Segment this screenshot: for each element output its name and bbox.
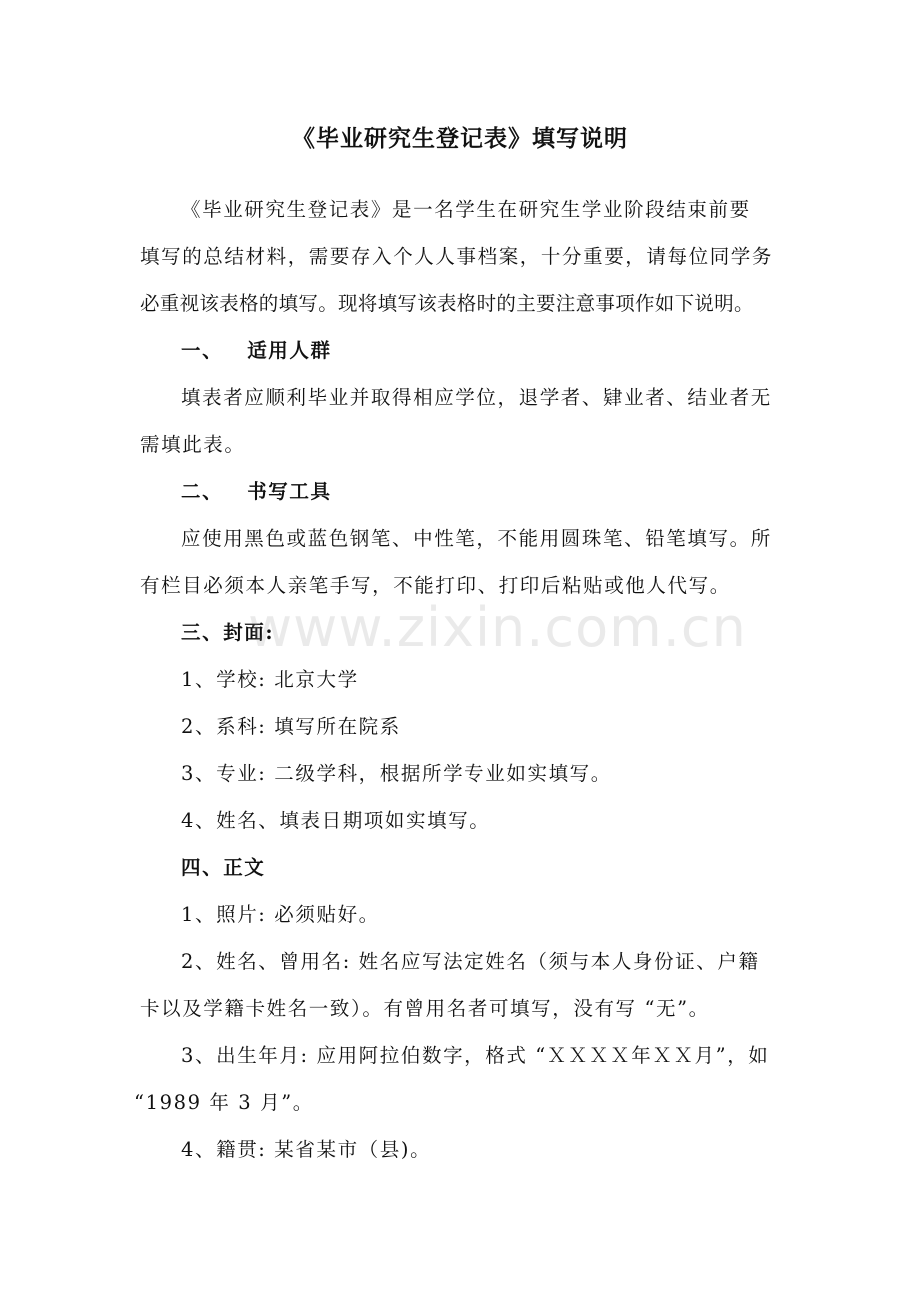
cover-item-3: 3、专业: 二级学科，根据所学专业如实填写。 <box>181 762 612 785</box>
section-1-line-2: 需填此表。 <box>140 433 246 456</box>
section-2-heading <box>140 468 790 515</box>
section-1-heading <box>140 327 790 374</box>
section-2-line-2: 有栏目必须本人亲笔手写，不能打印、打印后粘贴或他人代写。 <box>140 574 731 597</box>
section-2-title: 书写工具 <box>247 480 332 503</box>
cover-item-4: 4、姓名、填表日期项如实填写。 <box>181 809 491 832</box>
section-1-title: 适用人群 <box>247 339 332 362</box>
section-1-line-1: 填表者应顺利毕业并取得相应学位，退学者、肄业者、结业者无 <box>181 386 772 409</box>
section-2-line-1: 应使用黑色或蓝色钢笔、中性笔，不能用圆珠笔、铅笔填写。所 <box>181 527 772 550</box>
section-2-number: 二、 <box>181 480 224 503</box>
body-item-3-cont: “1989 年 3 月”。 <box>134 1091 314 1114</box>
intro-line-2: 填写的总结材料，需要存入个人人事档案，十分重要，请每位同学务 <box>140 245 774 268</box>
body-item-2-cont: 卡以及学籍卡姓名一致）。有曾用名者可填写，没有写 “无”。 <box>140 997 710 1020</box>
watermark-text: www.zixin.com.cn <box>248 596 747 659</box>
body-item-4: 4、籍贯: 某省某市（县)。 <box>181 1138 432 1161</box>
body-item-2: 2、姓名、曾用名: 姓名应写法定姓名（须与本人身份证、户籍 <box>181 950 760 973</box>
section-4-heading: 四、正文 <box>181 856 266 879</box>
intro-line-3: 必重视该表格的填写。现将填写该表格时的主要注意事项作如下说明。 <box>140 292 754 315</box>
cover-item-1: 1、学校: 北京大学 <box>181 668 359 691</box>
body-item-3: 3、出生年月: 应用阿拉伯数字，格式 “ＸＸＸＸ年ＸＸ月”，如 <box>181 1044 770 1067</box>
document-body <box>134 186 790 1173</box>
document-title: 《毕业研究生登记表》填写说明 <box>292 125 628 152</box>
section-3-heading: 三、封面: <box>181 621 275 644</box>
cover-item-2: 2、系科: 填写所在院系 <box>181 715 401 738</box>
intro-line-1: 《毕业研究生登记表》是一名学生在研究生学业阶段结束前要 <box>181 198 751 221</box>
section-1-number: 一、 <box>181 339 224 362</box>
body-item-1: 1、照片: 必须贴好。 <box>181 903 380 926</box>
